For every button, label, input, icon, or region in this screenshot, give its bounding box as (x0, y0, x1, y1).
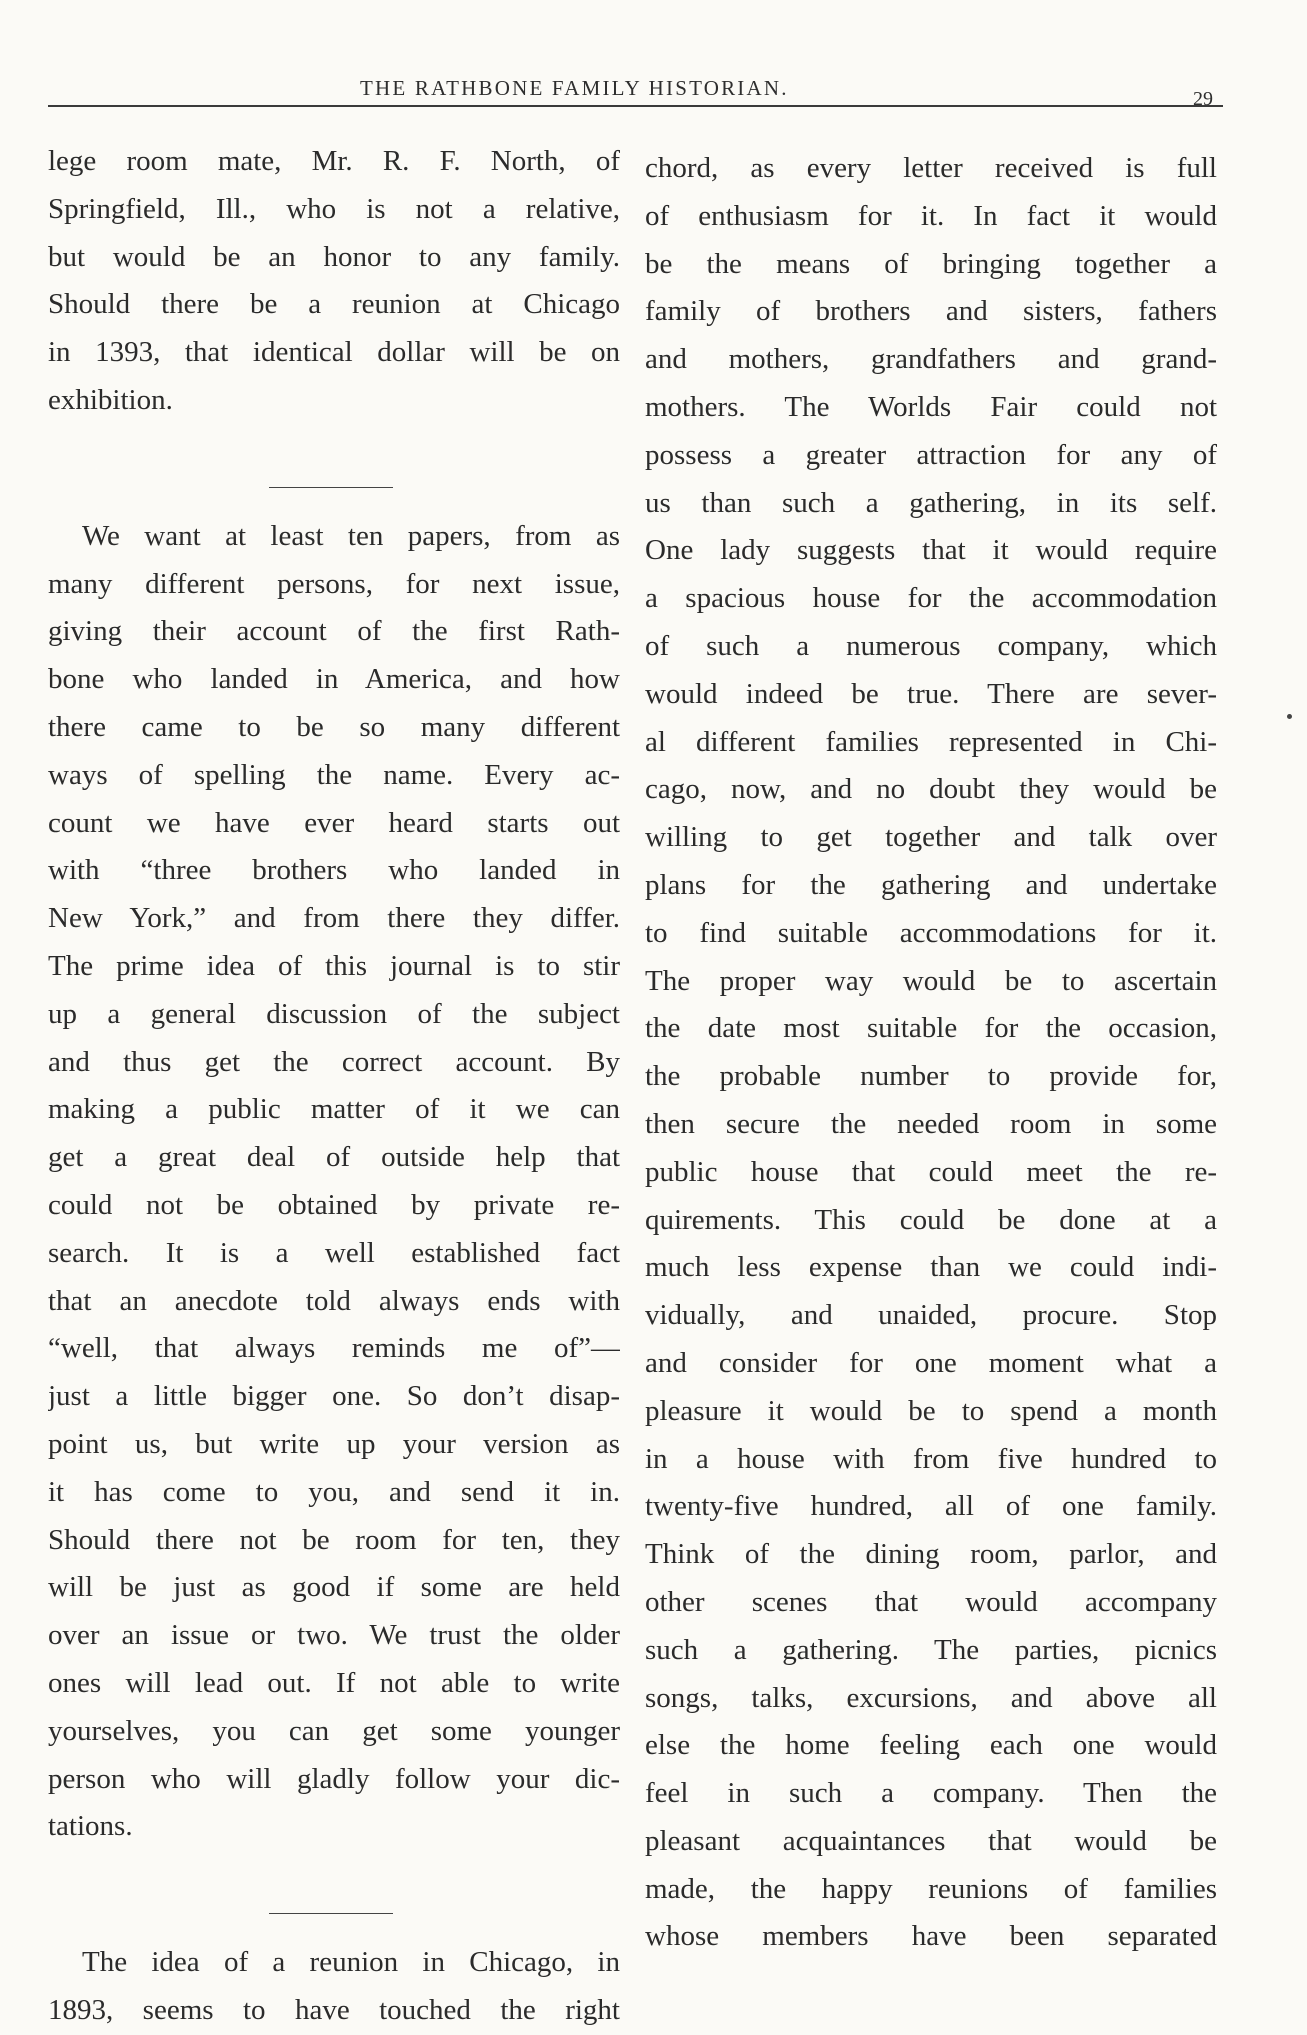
page-number: 29 (1193, 88, 1213, 110)
text-line: the date most suitable for the occasion, (645, 1012, 1217, 1045)
text-line: point us, but write up your version as (48, 1427, 620, 1460)
text-line: Should there be a reunion at Chicago (48, 288, 620, 321)
text-line: a spacious house for the accommodation (645, 582, 1217, 615)
text-line: giving their account of the first Rath- (48, 615, 620, 648)
paragraph-gap (48, 1851, 620, 1891)
text-line: and consider for one moment what a (645, 1346, 1217, 1379)
text-line: such a gathering. The parties, picnics (645, 1633, 1217, 1666)
left-column (48, 138, 620, 2035)
text-line: person who will gladly follow your dic- (48, 1762, 620, 1795)
text-line: up a general discussion of the subject (48, 997, 620, 1030)
text-line: whose members have been separated (645, 1920, 1217, 1953)
text-line: and thus get the correct account. By (48, 1045, 620, 1078)
text-line: plans for the gathering and undertake (645, 868, 1217, 901)
text-line: Springfield, Ill., who is not a relative, (48, 192, 620, 225)
section-divider (48, 1891, 620, 1939)
text-line: the probable number to provide for, (645, 1060, 1217, 1093)
text-line: cago, now, and no doubt they would be (645, 773, 1217, 806)
text-line: quirements. This could be done at a (645, 1203, 1217, 1236)
text-line: The proper way would be to ascertain (645, 964, 1217, 997)
text-line: it has come to you, and send it in. (48, 1475, 620, 1508)
text-line: possess a greater attraction for any of (645, 438, 1217, 471)
text-line: chord, as every letter received is full (645, 152, 1217, 184)
text-line: New York,” and from there they differ. (48, 902, 620, 935)
text-line: search. It is a well established fact (48, 1236, 620, 1269)
text-line: ones will lead out. If not able to write (48, 1666, 620, 1699)
text-line: over an issue or two. We trust the older (48, 1619, 620, 1652)
text-line: other scenes that would accompany (645, 1585, 1217, 1618)
text-line: The idea of a reunion in Chicago, in (82, 1946, 620, 1979)
text-line: Should there not be room for ten, they (48, 1523, 620, 1556)
right-column (645, 145, 1217, 1961)
text-line: many different persons, for next issue, (48, 567, 620, 600)
text-line: will be just as good if some are held (48, 1571, 620, 1604)
text-line: twenty-five hundred, all of one family. (645, 1490, 1217, 1523)
running-head: THE RATHBONE FAMILY HISTORIAN. (360, 76, 789, 100)
text-line: public house that could meet the re- (645, 1155, 1217, 1188)
text-line: be the means of bringing together a (645, 247, 1217, 280)
text-line: with “three brothers who landed in (48, 854, 620, 887)
text-line: that an anecdote told always ends with (48, 1284, 620, 1317)
paragraph-gap (48, 425, 620, 465)
text-line: vidually, and unaided, procure. Stop (645, 1299, 1217, 1332)
header-rule (48, 105, 1223, 107)
text-line: We want at least ten papers, from as (82, 519, 620, 552)
text-line: just a little bigger one. So don’t disap- (48, 1380, 620, 1413)
text-line: us than such a gathering, in its self. (645, 486, 1217, 519)
text-line: feel in such a company. Then the (645, 1777, 1217, 1810)
text-line: pleasant acquaintances that would be (645, 1824, 1217, 1857)
text-line: else the home feeling each one would (645, 1729, 1217, 1762)
text-line: of such a numerous company, which (645, 629, 1217, 662)
text-line: ways of spelling the name. Every ac- (48, 758, 620, 791)
text-line: of enthusiasm for it. In fact it would (645, 199, 1217, 232)
text-line: made, the happy reunions of families (645, 1872, 1217, 1905)
text-line: get a great deal of outside help that (48, 1141, 620, 1174)
text-line: bone who landed in America, and how (48, 663, 620, 696)
text-line: to find suitable accommodations for it. (645, 916, 1217, 949)
text-line: could not be obtained by private re- (48, 1188, 620, 1221)
text-line: then secure the needed room in some (645, 1107, 1217, 1140)
text-line: and mothers, grandfathers and grand- (645, 343, 1217, 376)
text-line: in 1393, that identical dollar will be on (48, 336, 620, 369)
text-line: 1893, seems to have touched the right (48, 1993, 620, 2026)
section-divider (48, 465, 620, 513)
text-line: exhibition. (48, 383, 173, 416)
text-line: family of brothers and sisters, fathers (645, 295, 1217, 328)
text-line: but would be an honor to any family. (48, 240, 620, 273)
text-line: there came to be so many different (48, 710, 620, 743)
text-line: mothers. The Worlds Fair could not (645, 390, 1217, 423)
text-line: count we have ever heard starts out (48, 806, 620, 839)
text-line: lege room mate, Mr. R. F. North, of (48, 145, 620, 177)
text-line: would indeed be true. There are sever- (645, 677, 1217, 710)
text-line: songs, talks, excursions, and above all (645, 1681, 1217, 1714)
text-line: tations. (48, 1810, 133, 1843)
text-line: al different families represented in Chi- (645, 725, 1217, 758)
text-line: pleasure it would be to spend a month (645, 1394, 1217, 1427)
text-line: making a public matter of it we can (48, 1093, 620, 1126)
text-line: “well, that always reminds me of”— (48, 1332, 620, 1365)
text-line: willing to get together and talk over (645, 821, 1217, 854)
text-line: Think of the dining room, parlor, and (645, 1538, 1217, 1571)
text-line: The prime idea of this journal is to stir (48, 949, 620, 982)
paper-speck (1287, 714, 1292, 719)
text-line: yourselves, you can get some younger (48, 1714, 620, 1747)
text-line: in a house with from five hundred to (645, 1442, 1217, 1475)
text-line: One lady suggests that it would require (645, 534, 1217, 567)
text-line: much less expense than we could indi- (645, 1251, 1217, 1284)
